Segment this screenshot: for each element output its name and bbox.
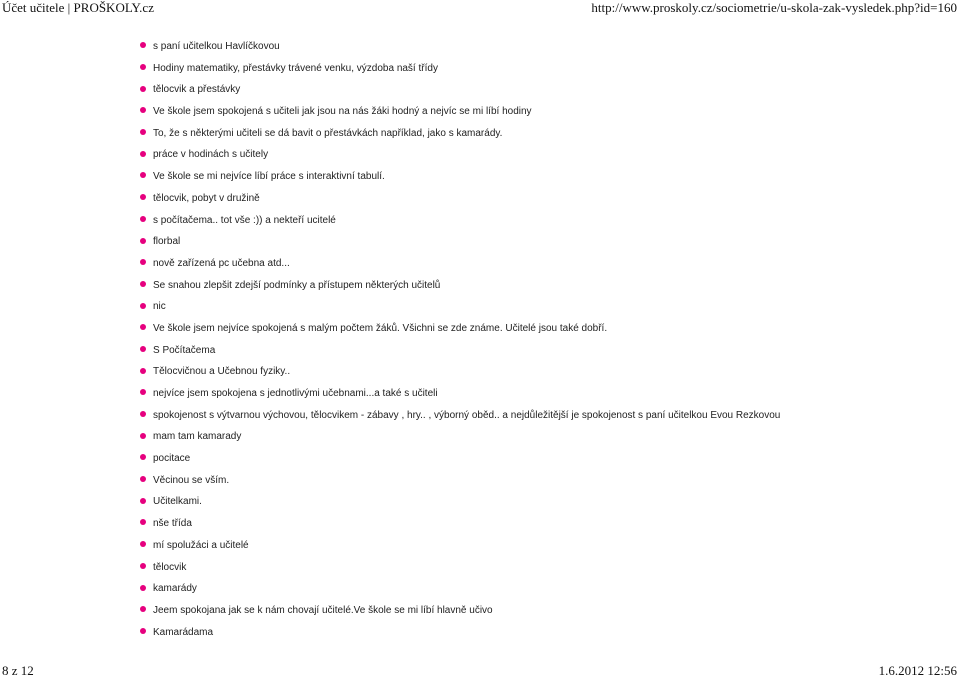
- bullet-icon: [140, 194, 146, 200]
- bullet-icon: [140, 216, 146, 222]
- bullet-icon: [140, 281, 146, 287]
- page-counter: 8 z 12: [2, 663, 34, 678]
- list-item-text: Ve škole jsem nejvíce spokojená s malým počtem žáků. Všichni se zde známe. Učitelé jsou také dobří.: [153, 322, 608, 334]
- list-item: [140, 58, 780, 80]
- list-item: [140, 166, 780, 188]
- list-item-text: tělocvik: [153, 561, 187, 573]
- list-item-text: s paní učitelkou Havlíčkovou: [153, 41, 280, 52]
- list-item: [140, 296, 780, 318]
- bullet-icon: [140, 172, 146, 178]
- bullet-icon: [140, 454, 146, 460]
- list-item-text: Se snahou zlepšit zdejší podmínky a přístupem některých učitelů: [153, 279, 441, 291]
- list-item: [140, 188, 780, 210]
- bullet-icon: [140, 541, 146, 547]
- bullet-icon: [140, 628, 146, 634]
- bullet-icon: [140, 42, 146, 48]
- list-item: [140, 470, 780, 492]
- list-item: [140, 340, 780, 362]
- bullet-icon: [140, 411, 146, 417]
- list-item: [140, 622, 780, 644]
- bullet-icon: [140, 64, 146, 70]
- list-item: [140, 448, 780, 470]
- list-item-text: Tělocvičnou a Učebnou fyziky..: [153, 366, 291, 378]
- list-item-text: práce v hodinách s učitely: [153, 149, 269, 161]
- list-item-text: S Počítačema: [153, 344, 216, 356]
- list-item: [140, 361, 780, 383]
- list-item-text: s počítačema.. tot vše :)) a nekteří ucitelé: [153, 214, 336, 226]
- list-item: [140, 426, 780, 448]
- bullet-icon: [140, 129, 146, 135]
- list-item: [140, 318, 780, 340]
- list-item: [140, 600, 780, 622]
- bullet-icon: [140, 563, 146, 569]
- list-item-text: mam tam kamarady: [153, 431, 242, 443]
- bullet-icon: [140, 433, 146, 439]
- list-item-text: mí spolužáci a učitelé: [153, 539, 249, 551]
- bullet-icon: [140, 606, 146, 612]
- list-item-text: nic: [153, 301, 166, 313]
- print-header-url: http://www.proskoly.cz/sociometrie/u-skola-zak-vysledek.php?id=160: [591, 0, 957, 15]
- list-item-text: Kamarádama: [153, 626, 214, 638]
- print-header-title: Účet učitele | PROŠKOLY.cz: [2, 0, 154, 15]
- bullet-icon: [140, 303, 146, 309]
- list-item: [140, 144, 780, 166]
- bullet-icon: [140, 519, 146, 525]
- list-item-text: kamarády: [153, 583, 197, 595]
- list-item-text: nově zařízená pc učebna atd...: [153, 257, 290, 269]
- bullet-icon: [140, 368, 146, 374]
- bullet-icon: [140, 324, 146, 330]
- bullet-icon: [140, 107, 146, 113]
- list-item-text: Jeem spokojana jak se k nám chovají učitelé.Ve škole se mi líbí hlavně učivo: [153, 604, 493, 616]
- list-item-text: Ve škole se mi nejvíce líbí práce s interaktivní tabulí.: [153, 171, 385, 183]
- list-item: [140, 36, 780, 58]
- list-item-text: Učitelkami.: [153, 496, 202, 508]
- list-item-text: florbal: [153, 236, 181, 248]
- print-timestamp: 1.6.2012 12:56: [878, 663, 957, 678]
- list-item: [140, 231, 780, 253]
- list-item: [140, 535, 780, 557]
- list-item: [140, 405, 780, 427]
- list-item-text: tělocvik, pobyt v družině: [153, 192, 260, 204]
- list-item: [140, 275, 780, 297]
- list-item-text: spokojenost s výtvarnou výchovou, tělocvikem - zábavy , hry.. , výborný oběd.. a nejdůležitější je spokojenost s paní učitelkou Evou Rezkovou: [153, 409, 781, 421]
- list-item: [140, 383, 780, 405]
- list-item-text: Hodiny matematiky, přestávky trávené venku, výzdoba naší třídy: [153, 62, 438, 74]
- list-item: [140, 578, 780, 600]
- list-item-text: Věcinou se vším.: [153, 474, 230, 486]
- list-item: [140, 491, 780, 513]
- bullet-icon: [140, 86, 146, 92]
- list-item-text: tělocvik a přestávky: [153, 84, 241, 96]
- list-item: [140, 79, 780, 101]
- list-item: [140, 513, 780, 535]
- list-item: [140, 557, 780, 579]
- bullet-icon: [140, 346, 146, 352]
- list-item-text: pocitace: [153, 453, 191, 465]
- list-item-text: nše třída: [153, 518, 192, 530]
- bullet-icon: [140, 476, 146, 482]
- list-item-text: Ve škole jsem spokojená s učiteli jak jsou na nás žáki hodný a nejvíc se mi líbí hodiny: [153, 106, 532, 118]
- answer-list: [140, 36, 780, 643]
- list-item-text: nejvíce jsem spokojena s jednotlivými učebnami...a také s učiteli: [153, 388, 438, 399]
- bullet-icon: [140, 238, 146, 244]
- bullet-icon: [140, 259, 146, 265]
- bullet-icon: [140, 389, 146, 395]
- list-item: [140, 101, 780, 123]
- list-item: [140, 123, 780, 145]
- bullet-icon: [140, 585, 146, 591]
- list-item: [140, 210, 780, 232]
- list-item-text: To, že s některými učiteli se dá bavit o přestávkách například, jako s kamarády.: [153, 127, 503, 139]
- list-item: [140, 253, 780, 275]
- bullet-icon: [140, 498, 146, 504]
- bullet-icon: [140, 151, 146, 157]
